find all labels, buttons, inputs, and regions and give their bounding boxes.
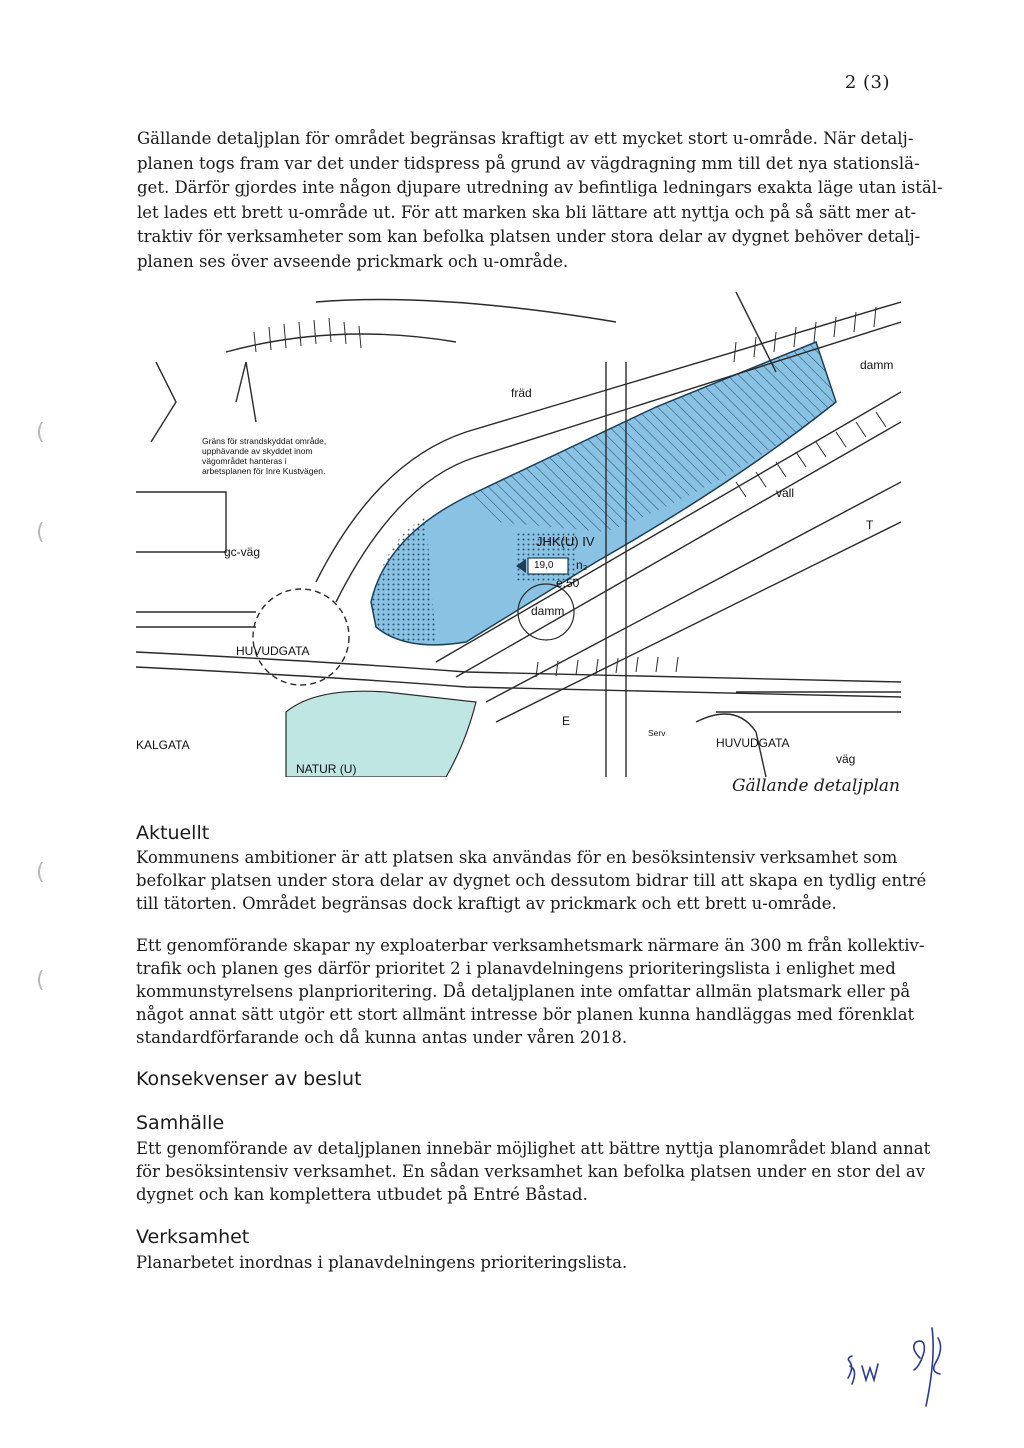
map-label-gc-vag: gc-väg	[224, 545, 261, 559]
intro-line: planen togs fram var det under tidspress på grund av vägdragning mm till det nya stationslä-	[137, 153, 920, 173]
map-note-line: upphävande av skyddet inom	[202, 446, 313, 456]
paragraph-line: för besöksintensiv verksamhet. En sådan verksamhet kan befolka platsen under en stor del av	[136, 1162, 926, 1181]
map-label-frad: fräd	[511, 386, 532, 400]
map-note-line: Gräns för strandskyddat område,	[202, 436, 327, 446]
map-label-huvudgata-right: HUVUDGATA	[716, 736, 790, 750]
paragraph-samhalle	[136, 1137, 931, 1206]
punch-hole-mark: (	[36, 420, 45, 445]
paragraph-line: kommunstyrelsens planprioritering. Då detaljplanen inte omfattar allmän platsmark eller på	[136, 982, 911, 1001]
intro-line: get. Därför gjordes inte någon djupare utredning av befintliga ledningars exakta läge utan istäl-	[137, 178, 943, 197]
map-label-serv: Serv	[648, 728, 666, 738]
paragraph-line: Ett genomförande av detaljplanen innebär möjlighet att bättre nyttja planområdet bland annat	[136, 1139, 931, 1158]
intro-line: planen ses över avseende prickmark och u-område.	[137, 251, 569, 271]
map-caption: Gällande detaljplan	[731, 776, 900, 796]
map-note	[202, 436, 326, 476]
intro-paragraph	[137, 127, 943, 274]
punch-hole-mark: (	[36, 520, 45, 545]
map-label-e: E	[562, 714, 571, 728]
intro-line: Gällande detaljplan för området begränsas kraftigt av ett mycket stort u-område. När detalj-	[137, 129, 914, 148]
dotted-zone	[371, 517, 436, 643]
handwritten-initials	[840, 1318, 970, 1410]
detail-plan-map	[136, 282, 901, 777]
heading-samhalle: Samhälle	[136, 1112, 225, 1134]
map-label-vall: vall	[776, 486, 795, 500]
paragraph-line: Ett genomförande skapar ny exploaterbar verksamhetsmark närmare än 300 m från kollektiv-	[136, 936, 925, 955]
paragraph-line: befolkar platsen under stora delar av dygnet och dessutom bidrar till att skapa en tydlig entré	[136, 871, 927, 890]
punch-hole-mark: (	[36, 860, 45, 885]
paragraph-line: standardförfarande och då kunna antas under våren 2018.	[136, 1028, 628, 1047]
paragraph-aktuellt-1	[136, 846, 927, 915]
paragraph-line: Kommunens ambitioner är att platsen ska användas för en besöksintensiv verksamhet som	[136, 848, 898, 867]
intro-line: let lades ett brett u-område ut. För att marken ska bli lättare att nyttja och på så sätt mer at-	[137, 202, 917, 222]
heading-aktuellt: Aktuellt	[136, 822, 210, 844]
paragraph-verksamhet	[136, 1251, 906, 1274]
hatched-zone	[466, 342, 836, 532]
map-note-line: arbetsplanen för Inre Kustvägen.	[202, 466, 326, 476]
heading-konsekvenser: Konsekvenser av beslut	[136, 1068, 362, 1090]
paragraph-line: till tätorten. Området begränsas dock kraftigt av prickmark och ett brett u-område.	[136, 894, 837, 913]
paragraph-line: Planarbetet inordnas i planavdelningens prioriteringslista.	[136, 1253, 628, 1272]
page-number: 2 (3)	[844, 72, 890, 93]
map-label-damm-mid: damm	[531, 604, 565, 618]
map-label-n2: n₂	[576, 558, 588, 572]
map-label-e50: e,50	[556, 576, 580, 590]
map-label-vag: väg	[836, 752, 856, 766]
map-label-t: T	[866, 518, 874, 532]
heading-verksamhet: Verksamhet	[136, 1226, 250, 1248]
intro-line: traktiv för verksamheter som kan befolka platsen under stora delar av dygnet behöver detalj-	[137, 227, 921, 246]
punch-hole-mark: (	[36, 968, 45, 993]
map-note-line: vägområdet hanteras i	[202, 456, 287, 466]
paragraph-line: trafik och planen ges därför prioritet 2 i planavdelningens prioriteringslista i enlighet med	[136, 959, 896, 978]
map-label-kalgata: KALGATA	[136, 738, 190, 752]
paragraph-line: något annat sätt utgör ett stort allmänt intresse bör planen kunna handläggas med förenklat	[136, 1005, 915, 1024]
paragraph-line: dygnet och kan komplettera utbudet på Entré Båstad.	[136, 1185, 588, 1204]
map-label-natur: NATUR (U)	[296, 762, 357, 776]
paragraph-aktuellt-2	[136, 934, 925, 1049]
map-drawing	[136, 282, 901, 777]
map-label-damm-top: damm	[860, 358, 894, 372]
map-label-huvudgata-left: HUVUDGATA	[236, 644, 310, 658]
map-label-jhk: JHK(U) IV	[536, 534, 595, 549]
roundabout	[253, 589, 349, 685]
map-label-box-value: 19,0	[534, 560, 554, 571]
